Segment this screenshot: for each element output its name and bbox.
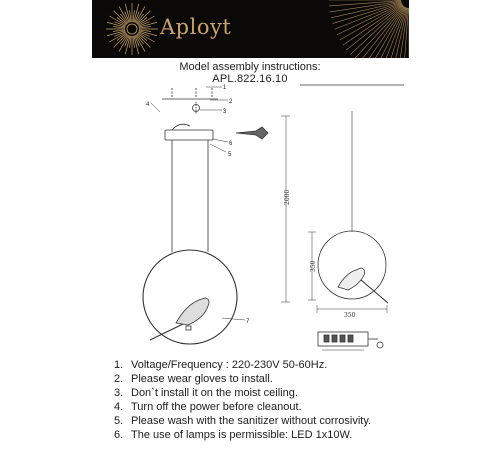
ceiling-canopy bbox=[165, 130, 213, 140]
brand-name: Aployt bbox=[160, 15, 232, 39]
screw-detail-icon bbox=[236, 127, 268, 139]
callout-1: 1 bbox=[223, 85, 227, 91]
bird-base bbox=[186, 326, 191, 330]
instruction-item: 6. The use of lamps is permissible: LED 1x10W. bbox=[114, 429, 353, 441]
instruction-item: 3. Don`t install it on the moist ceiling. bbox=[114, 387, 298, 399]
callout-2: 2 bbox=[229, 99, 233, 105]
callout-4: 4 bbox=[146, 102, 150, 108]
dimension-ring-height: 350 bbox=[310, 260, 317, 272]
instruction-item: 5. Please wash with the sanitizer without corrosivity. bbox=[114, 415, 372, 427]
ground-symbol-icon bbox=[377, 342, 383, 348]
model-number: APL.822.16.10 bbox=[212, 73, 288, 85]
instruction-item: 2. Please wear gloves to install. bbox=[114, 373, 273, 385]
document-title: Model assembly instructions: bbox=[179, 61, 321, 73]
instruction-item: 1. Voltage/Frequency : 220-230V 50-60Hz. bbox=[114, 359, 328, 371]
dimension-overall-height: 2000 bbox=[284, 189, 291, 205]
elevation-ring bbox=[318, 231, 386, 299]
dimension-ring-width: 350 bbox=[344, 312, 356, 319]
bird-lamp-shade bbox=[176, 298, 209, 325]
instructions-list bbox=[114, 358, 371, 442]
callout-7: 7 bbox=[246, 319, 250, 325]
instruction-item: 4. Turn off the power before cleanout. bbox=[114, 401, 302, 413]
callout-6: 6 bbox=[229, 141, 233, 147]
callout-3: 3 bbox=[223, 109, 227, 115]
callout-5: 5 bbox=[228, 152, 232, 158]
